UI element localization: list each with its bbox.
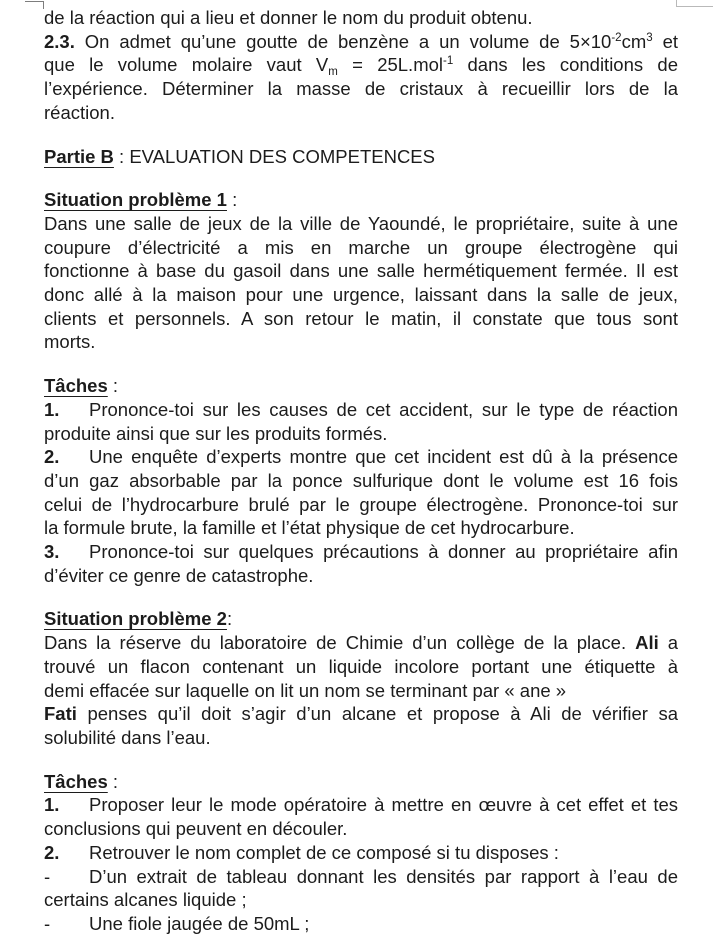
text-segment: Partie B xyxy=(44,145,114,167)
text-segment: - xyxy=(44,865,51,887)
text-line xyxy=(44,374,678,398)
text-segment: donc allé à la maison pour une urgence, laissant dans la salle de jeux, xyxy=(44,284,678,306)
text-line xyxy=(44,259,678,283)
text-line xyxy=(44,817,678,841)
heading-partie-b xyxy=(44,145,678,169)
text-segment: produite ainsi que sur les produits formés. xyxy=(44,422,388,444)
text-line xyxy=(44,77,678,101)
text-line xyxy=(44,236,678,260)
text-segment: certains alcanes liquide ; xyxy=(44,889,247,911)
text-segment: Prononce-toi sur les causes de cet accident, sur le type de réaction xyxy=(89,398,678,420)
text-segment: d’un gaz absorbable par la ponce sulfurique dont le volume est 16 fois xyxy=(44,469,678,491)
text-segment: - xyxy=(44,912,51,934)
text-segment: 3 xyxy=(646,31,653,44)
text-line xyxy=(44,607,678,631)
text-line xyxy=(44,631,678,655)
text-segment: coupure d’électricité a mis en marche un groupe électrogène qui xyxy=(44,236,678,258)
text-line xyxy=(44,212,678,236)
text-line xyxy=(44,679,678,703)
text-segment: = 25L.mol xyxy=(337,54,444,76)
text-line xyxy=(44,793,678,817)
text-segment: Situation problème 2 xyxy=(44,608,227,630)
text-line xyxy=(44,888,678,912)
paragraph-continuation xyxy=(44,6,678,30)
heading-taches-2 xyxy=(44,770,678,794)
text-segment: Une enquête d’experts montre que cet incident est dû à la présence xyxy=(89,446,678,468)
text-segment: 2. xyxy=(44,446,60,468)
document-body xyxy=(44,6,678,936)
text-line xyxy=(44,422,678,446)
text-segment: 2.3. xyxy=(44,30,75,52)
text-line xyxy=(44,445,678,469)
text-segment: Situation problème 1 xyxy=(44,189,227,211)
text-line xyxy=(44,53,678,77)
text-line xyxy=(44,702,678,726)
text-segment: m xyxy=(328,66,338,78)
text-segment: -2 xyxy=(611,31,622,44)
text-segment: a xyxy=(658,632,678,654)
heading-situation-probleme-1 xyxy=(44,188,678,212)
text-line xyxy=(44,770,678,794)
text-segment: : xyxy=(107,770,119,792)
text-segment: Dans une salle de jeux de la ville de Yaoundé, le propriétaire, suite à une xyxy=(44,212,678,234)
list-taches-1 xyxy=(44,398,678,588)
text-segment: penses qu’il doit s’agir d’un alcane et propose à Ali de vérifier sa xyxy=(76,703,678,725)
text-segment: d’éviter ce genre de catastrophe. xyxy=(44,564,314,586)
text-segment: réaction. xyxy=(44,101,115,123)
text-line xyxy=(44,330,678,354)
text-segment: : EVALUATION DES COMPETENCES xyxy=(113,145,435,167)
text-line xyxy=(44,6,678,30)
text-segment: morts. xyxy=(44,331,96,353)
text-line xyxy=(44,516,678,540)
text-segment: de la réaction qui a lieu et donner le nom du produit obtenu. xyxy=(44,7,533,28)
text-line xyxy=(44,101,678,125)
text-segment: 1. xyxy=(44,398,60,420)
text-segment: D’un extrait de tableau donnant les densités par rapport à l’eau de xyxy=(89,865,678,887)
text-segment: 2. xyxy=(44,841,60,863)
text-segment: la formule brute, la famille et l’état physique de cet hydrocarbure. xyxy=(44,517,575,539)
text-segment: Proposer leur le mode opératoire à mettre en œuvre à cet effet et tes xyxy=(89,794,678,816)
paragraph-situation-1 xyxy=(44,212,678,354)
text-segment: trouvé un flacon contenant un liquide incolore portant une étiquette à xyxy=(44,655,678,677)
paragraph-situation-2 xyxy=(44,631,678,750)
text-segment: celui de l’hydrocarbure brulé par le groupe électrogène. Prononce-toi sur xyxy=(44,493,678,515)
text-segment: l’expérience. Déterminer la masse de cristaux à recueillir lors de la xyxy=(44,78,678,100)
text-segment: : xyxy=(107,375,119,397)
text-segment: et xyxy=(652,30,678,52)
text-segment: 1. xyxy=(44,794,60,816)
text-line xyxy=(44,655,678,679)
text-segment: Retrouver le nom complet de ce composé si tu disposes : xyxy=(89,841,559,863)
heading-taches-1 xyxy=(44,374,678,398)
text-segment: demi effacée sur laquelle on lit un nom se terminant par « ane » xyxy=(44,679,567,701)
text-segment: cm xyxy=(621,30,647,52)
text-line xyxy=(44,398,678,422)
text-segment: que le volume molaire vaut V xyxy=(44,54,329,76)
text-segment: -1 xyxy=(443,55,454,68)
text-segment: clients et personnels. A son retour le matin, il constate que tous sont xyxy=(44,307,678,329)
text-segment: On admet qu’une goutte de benzène a un volume de 5×10 xyxy=(74,30,612,52)
text-line xyxy=(44,493,678,517)
text-segment: Tâches xyxy=(44,375,108,397)
text-segment: Une fiole jaugée de 50mL ; xyxy=(89,912,310,934)
text-line xyxy=(44,30,678,54)
heading-situation-probleme-2 xyxy=(44,607,678,631)
text-line xyxy=(44,564,678,588)
text-segment: : xyxy=(226,189,238,211)
text-line xyxy=(44,540,678,564)
text-segment: Ali xyxy=(635,632,659,654)
text-segment: dans les conditions de xyxy=(453,54,678,76)
text-line xyxy=(44,283,678,307)
text-line xyxy=(44,469,678,493)
text-line xyxy=(44,307,678,331)
list-taches-2 xyxy=(44,793,678,935)
text-segment: Fati xyxy=(44,703,77,725)
text-segment: Tâches xyxy=(44,770,108,792)
text-line xyxy=(44,841,678,865)
text-line xyxy=(44,865,678,889)
text-line xyxy=(44,726,678,750)
text-line xyxy=(44,912,678,936)
text-segment: : xyxy=(226,608,233,630)
text-segment: fonctionne à base du gasoil dans une salle hermétiquement fermée. Il est xyxy=(44,260,678,282)
text-segment: Prononce-toi sur quelques précautions à donner au propriétaire afin xyxy=(89,541,678,563)
text-line xyxy=(44,145,678,169)
text-segment: solubilité dans l’eau. xyxy=(44,726,211,748)
paragraph-question-2-3 xyxy=(44,30,678,125)
text-segment: 3. xyxy=(44,541,60,563)
text-segment: conclusions qui peuvent en découler. xyxy=(44,818,348,840)
text-line xyxy=(44,188,678,212)
text-segment: Dans la réserve du laboratoire de Chimie d’un collège de la place. xyxy=(44,632,636,654)
